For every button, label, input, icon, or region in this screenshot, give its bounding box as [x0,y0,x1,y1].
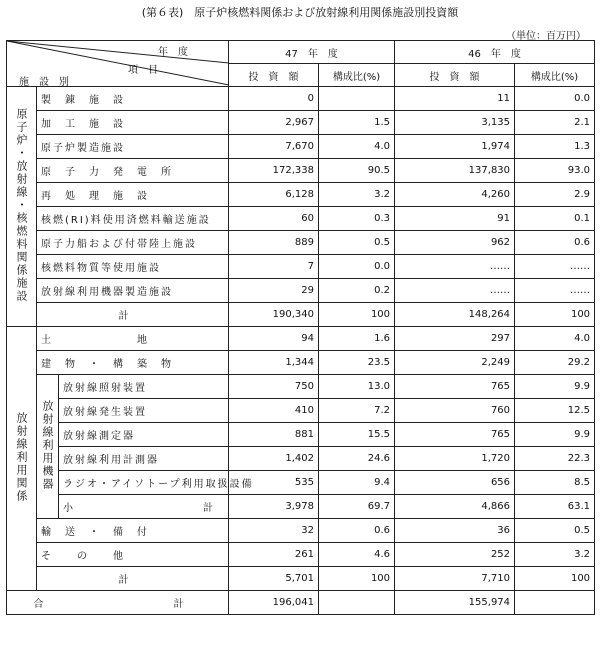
cell-r47: 1.6 [319,327,395,351]
cell-r47: 7.2 [319,399,395,423]
row-label: 建 物 ・ 構 築 物 [37,351,229,375]
grand-total-a47: 196,041 [229,591,319,615]
table-row [7,255,595,279]
cell-r46: 3.2 [515,543,595,567]
cell-a46: 137,830 [395,159,515,183]
corner-year-label: 年 度 [158,47,189,58]
unit-note: （単位：百万円） [506,31,586,42]
group-equipment [37,375,59,519]
cell-r47: 4.0 [319,135,395,159]
row-label: 原 子 力 発 電 所 [37,159,229,183]
corner-facility-label: 施 設 別 [19,77,69,88]
cell-a46: 656 [395,471,515,495]
cell-a46: 11 [395,87,515,111]
row-label: 放射線利用計測器 [59,447,229,471]
cell-a47: 60 [229,207,319,231]
table-row [7,399,595,423]
row-label: そ の 他 [37,543,229,567]
table-row [7,375,595,399]
corner-item-label: 項 目 [128,65,159,76]
table-row [7,183,595,207]
cell-a47: 172,338 [229,159,319,183]
table-row [7,447,595,471]
cell-a46: 3,135 [395,111,515,135]
cell-a47: 7 [229,255,319,279]
row-label: 製 錬 施 設 [37,87,229,111]
cell-a47: 881 [229,423,319,447]
nuclear-total-a46: 148,264 [395,303,515,327]
nuclear-total-a47: 190,340 [229,303,319,327]
table-row [7,111,595,135]
cell-r47: 0.6 [319,519,395,543]
row-label: ラジオ・アイソトープ利用取扱設備 [59,471,229,495]
cell-r47: 0.3 [319,207,395,231]
header-ratio-46: 構成比(%) [515,64,595,87]
nuclear-total-label: 計 [37,303,229,327]
table-row [7,471,595,495]
radiation-total-r46: 100 [515,567,595,591]
grand-total-row [7,591,595,615]
table-row [7,327,595,351]
cell-a47: 0 [229,87,319,111]
header-year-46: 46 年 度 [395,41,595,64]
cell-a47: 7,670 [229,135,319,159]
table-row [7,87,595,111]
cell-a47: 32 [229,519,319,543]
cell-r47: 3.2 [319,183,395,207]
grand-total-a46: 155,974 [395,591,515,615]
equipment-subtotal-label: 小 計 [59,495,229,519]
header-corner [7,41,229,87]
cell-a47: 889 [229,231,319,255]
cell-a46: 2,249 [395,351,515,375]
table-row [7,423,595,447]
cell-r46: 22.3 [515,447,595,471]
cell-r47: 0.2 [319,279,395,303]
cell-r47: 1.5 [319,111,395,135]
equipment-subtotal-r47: 69.7 [319,495,395,519]
cell-a47: 410 [229,399,319,423]
grand-total-r47 [319,591,395,615]
cell-a47: 750 [229,375,319,399]
table-row [7,159,595,183]
table-row [7,135,595,159]
cell-r46: 9.9 [515,423,595,447]
cell-a46: 1,974 [395,135,515,159]
cell-a47: 1,344 [229,351,319,375]
cell-a47: 1,402 [229,447,319,471]
cell-a46: 760 [395,399,515,423]
cell-r46: 29.2 [515,351,595,375]
equipment-subtotal-a46: 4,866 [395,495,515,519]
cell-r46: …… [515,255,595,279]
cell-r47: 0.5 [319,231,395,255]
cell-r46: 0.5 [515,519,595,543]
row-label: 原子炉製造施設 [37,135,229,159]
grand-total-r46 [515,591,595,615]
cell-r46: …… [515,279,595,303]
cell-r46: 2.9 [515,183,595,207]
cell-a46: 765 [395,375,515,399]
header-row-1 [7,41,595,64]
radiation-total-a47: 5,701 [229,567,319,591]
table-row [7,543,595,567]
cell-r47: 23.5 [319,351,395,375]
cell-r46: 4.0 [515,327,595,351]
cell-r47: 24.6 [319,447,395,471]
cell-a47: 2,967 [229,111,319,135]
cell-r46: 1.3 [515,135,595,159]
cell-r46: 0.6 [515,231,595,255]
cell-a47: 535 [229,471,319,495]
nuclear-total-row [7,303,595,327]
investment-table [6,40,595,615]
equipment-subtotal-r46: 63.1 [515,495,595,519]
table-row [7,279,595,303]
group-radiation [7,327,37,591]
nuclear-total-r46: 100 [515,303,595,327]
cell-r46: 0.1 [515,207,595,231]
row-label: 放射線利用機器製造施設 [37,279,229,303]
row-label: 土 地 [37,327,229,351]
cell-r46: 8.5 [515,471,595,495]
cell-a47: 6,128 [229,183,319,207]
cell-r46: 12.5 [515,399,595,423]
cell-r47: 13.0 [319,375,395,399]
cell-a46: …… [395,255,515,279]
row-label: 放射線照射装置 [59,375,229,399]
cell-a46: 297 [395,327,515,351]
radiation-total-r47: 100 [319,567,395,591]
cell-a46: 252 [395,543,515,567]
cell-a46: 36 [395,519,515,543]
cell-a47: 94 [229,327,319,351]
cell-r46: 0.0 [515,87,595,111]
header-amount-46: 投 資 額 [395,64,515,87]
cell-a46: …… [395,279,515,303]
equipment-subtotal-a47: 3,978 [229,495,319,519]
table-row [7,231,595,255]
cell-a46: 1,720 [395,447,515,471]
group-nuclear [7,87,37,327]
header-ratio-47: 構成比(%) [319,64,395,87]
cell-r46: 93.0 [515,159,595,183]
header-year-47: 47 年 度 [229,41,395,64]
radiation-total-label: 計 [37,567,229,591]
table-title: (第６表) 原子炉核燃料関係および放射線利用関係施設別投資額 [141,6,459,19]
cell-r46: 9.9 [515,375,595,399]
cell-r47: 4.6 [319,543,395,567]
group-nuclear-text: 原子炉・放射線・核燃料関係施設 [15,107,28,303]
table-row [7,351,595,375]
grand-total-label: 合 計 [7,591,229,615]
header-amount-47: 投 資 額 [229,64,319,87]
cell-a46: 765 [395,423,515,447]
table-row [7,207,595,231]
cell-a46: 962 [395,231,515,255]
cell-r47: 9.4 [319,471,395,495]
nuclear-total-r47: 100 [319,303,395,327]
row-label: 核燃料物質等使用施設 [37,255,229,279]
row-label: 原子力船および付帯陸上施設 [37,231,229,255]
radiation-total-a46: 7,710 [395,567,515,591]
group-radiation-text: 放射線利用関係 [15,411,28,503]
cell-a47: 261 [229,543,319,567]
group-equipment-text: 放射線利用機器 [41,399,54,491]
cell-r46: 2.1 [515,111,595,135]
row-label: 放射線測定器 [59,423,229,447]
cell-a46: 4,260 [395,183,515,207]
row-label: 再 処 理 施 設 [37,183,229,207]
row-label: 核燃(RI)料使用済燃料輸送施設 [37,207,229,231]
cell-r47: 15.5 [319,423,395,447]
row-label: 放射線発生装置 [59,399,229,423]
cell-r47 [319,87,395,111]
cell-r47: 0.0 [319,255,395,279]
cell-a47: 29 [229,279,319,303]
cell-r47: 90.5 [319,159,395,183]
table-row [7,519,595,543]
cell-a46: 91 [395,207,515,231]
radiation-total-row [7,567,595,591]
row-label: 輸 送 ・ 備 付 [37,519,229,543]
equipment-subtotal-row [7,495,595,519]
row-label: 加 工 施 設 [37,111,229,135]
